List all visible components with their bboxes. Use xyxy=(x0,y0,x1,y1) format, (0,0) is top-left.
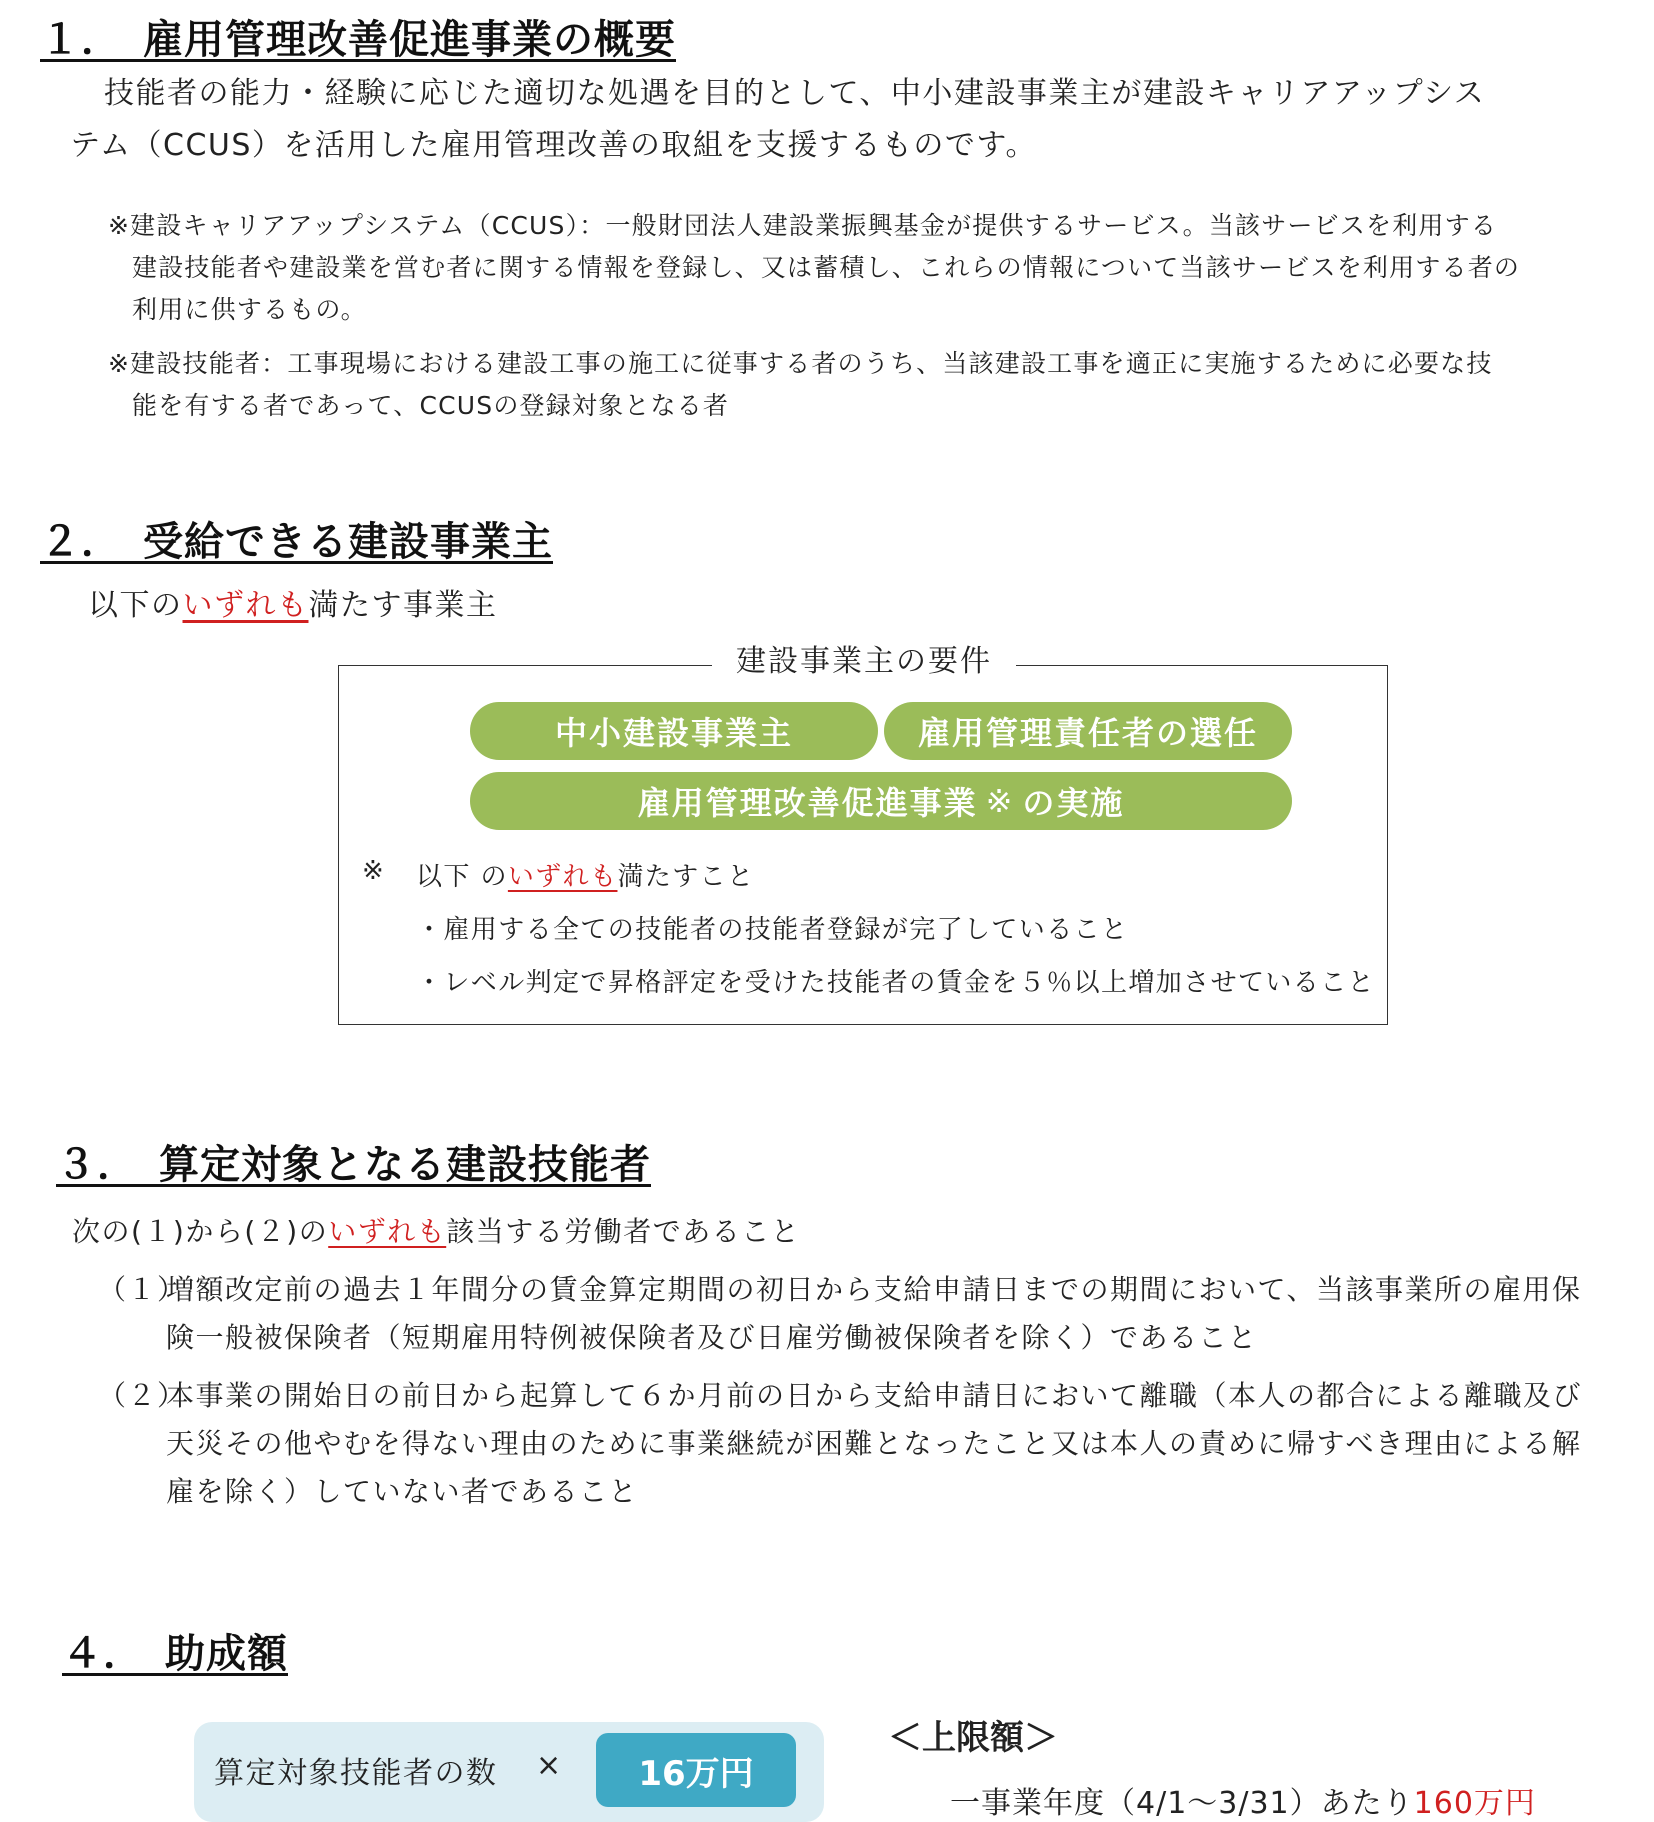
condition2-line3: 雇を除く）していない者であること xyxy=(166,1475,639,1508)
section3-intro-post: 該当する労働者であること xyxy=(446,1215,801,1248)
pill-small-business-label: 中小建設事業主 xyxy=(554,714,793,752)
pill-improvement-project xyxy=(470,772,1292,830)
pill-manager-appointment-label: 雇用管理責任者の選任 xyxy=(917,714,1258,752)
section1-body-line1: 技能者の能力・経験に応じた適切な処遇を目的として、中小建設事業主が建設キャリアアップシス xyxy=(104,76,1486,111)
pill-improvement-project-mark: ※ xyxy=(985,782,1015,820)
section2-intro-post: 満たす事業主 xyxy=(308,588,498,623)
section3-intro-emphasis: いずれも xyxy=(328,1215,447,1248)
requirement-note-pre: 以下 の xyxy=(416,862,508,892)
condition1-line2: 険一般被保険者（短期雇用特例被保険者及び日雇労働被保険者を除く）であること xyxy=(166,1321,1258,1354)
limit-text-pre: 一事業年度（4/1～3/31）あたり xyxy=(950,1786,1414,1821)
ccus-note-line2: 建設技能者や建設業を営む者に関する情報を登録し、又は蓄積し、これらの情報について当該サービスを利用する者の xyxy=(132,253,1521,282)
calculation-label: 算定対象技能者の数 xyxy=(214,1756,498,1791)
limit-heading: ＜上限額＞ xyxy=(888,1718,1058,1758)
condition1-line1: 増額改定前の過去１年間分の賃金算定期間の初日から支給申請日までの期間において、当該事業所の雇用保 xyxy=(166,1273,1582,1306)
limit-text xyxy=(950,1778,1536,1822)
requirement-item-wage-increase: ・レベル判定で昇格評定を受けた技能者の賃金を５％以上増加させていること xyxy=(416,968,1376,998)
amount-value: 16万円 xyxy=(638,1753,754,1794)
condition1-number: （１） xyxy=(98,1273,187,1306)
condition2-line1: 本事業の開始日の前日から起算して６か月前の日から支給申請日において離職（本人の都合による離職及び xyxy=(166,1379,1583,1412)
multiply-symbol: × xyxy=(536,1748,562,1783)
section4-heading: ４． 助成額 xyxy=(62,1631,288,1677)
requirements-box-title: 建設事業主の要件 xyxy=(712,636,1016,680)
pill-improvement-project-pre: 雇用管理改善促進事業 xyxy=(637,784,978,822)
requirement-item-registration: ・雇用する全ての技能者の技能者登録が完了していること xyxy=(416,915,1129,945)
ccus-note-line3: 利用に供するもの。 xyxy=(132,295,367,324)
requirement-note-mark: ※ xyxy=(362,856,386,886)
pill-improvement-project-post: の実施 xyxy=(1022,784,1125,822)
limit-amount: 160万円 xyxy=(1413,1786,1536,1821)
requirement-note-intro xyxy=(416,856,755,893)
ccus-note-line1: ※建設キャリアアップシステム（CCUS）：一般財団法人建設業振興基金が提供するサービス。当該サービスを利用する xyxy=(108,211,1498,240)
condition2-line2: 天災その他やむを得ない理由のために事業継続が困難となったこと又は本人の責めに帰すべき理由による解 xyxy=(166,1427,1582,1460)
section2-intro xyxy=(88,580,498,632)
section3-heading: ３． 算定対象となる建設技能者 xyxy=(56,1142,651,1188)
requirement-note-post: 満たすこと xyxy=(617,862,755,892)
section1-body-line2: テム（CCUS）を活用した雇用管理改善の取組を支援するものです。 xyxy=(70,128,1037,163)
section2-intro-emphasis: いずれも xyxy=(182,588,309,623)
condition2-number: （２） xyxy=(98,1379,187,1412)
amount-badge xyxy=(596,1733,796,1807)
worker-note-line1: ※建設技能者：工事現場における建設工事の施工に従事する者のうち、当該建設工事を適正に実施するために必要な技 xyxy=(108,349,1493,378)
section2-heading: ２． 受給できる建設事業主 xyxy=(40,519,553,565)
section2-intro-pre: 以下の xyxy=(88,588,183,623)
section3-intro-pre: 次の(１)から(２)の xyxy=(72,1215,329,1248)
requirement-note-emphasis: いずれも xyxy=(507,862,618,892)
section3-intro xyxy=(72,1208,800,1256)
section1-heading: １． 雇用管理改善促進事業の概要 xyxy=(40,17,676,63)
worker-note-line2: 能を有する者であって、CCUSの登録対象となる者 xyxy=(132,391,730,420)
pill-small-business xyxy=(470,702,878,760)
pill-manager-appointment xyxy=(884,702,1292,760)
